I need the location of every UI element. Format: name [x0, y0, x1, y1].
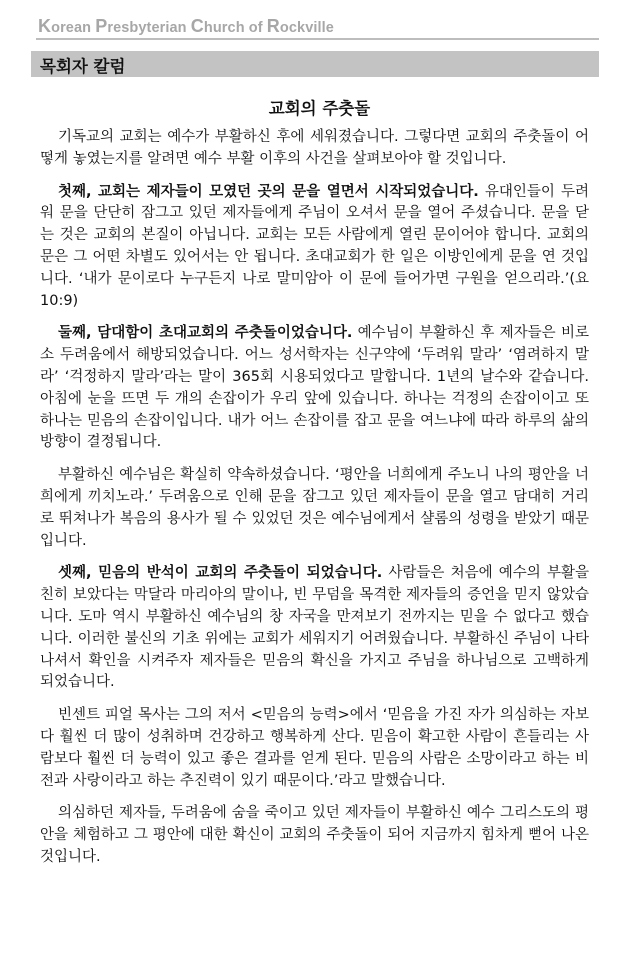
- paragraph: [40, 323, 589, 454]
- paragraph-text: 유대인들이 두려워 문을 단단히 잠그고 있던 제자들에게 주님이 오셔서 문을 열어 주셨습니다. 문을 닫는 것은 교회의 본질이 아닙니다. 교회는 모든 사람에게 열린 문이어야 합니다. 교회의 문은 그 어떤 차별도 있어서는 안 됩니다. 초대교회가 한 일은 이방인에게 문을 연 것입니다. ‘내가 문이로다 누구든지 나로 말미암아 이 문에 들어가면 구원을 얻으리라.’(요10:9): [40, 183, 589, 309]
- paragraph-text: 빈센트 피얼 목사는 그의 저서 <믿음의 능력>에서 ‘믿음을 가진 자가 의심하는 자보다 훨씬 더 많이 성취하며 건강하고 행복하게 산다. 믿음이 확고한 사람이 흔들리는 사람보다 훨씬 더 능력이 있고 좋은 결과를 얻게 된다. 믿음의 사람은 소망이라고 하는 비전과 사랑이라고 하는 추진력이 있기 때문이다.’라고 말했습니다.: [40, 707, 589, 789]
- paragraph-text: 사람들은 처음에 예수의 부활을 친히 보았다는 막달라 마리아의 말이나, 빈 무덤을 목격한 제자들의 증언을 믿지 않았습니다. 도마 역시 부활하신 예수님의 창 자국을 만져보기 전까지는 믿을 수 없다고 했습니다. 이러한 불신의 기초 위에는 교회가 세워지기 어려웠습니다. 부활하신 주님이 나타나셔서 확인을 시켜주자 제자들은 믿음의 확신을 가지고 주님을 하나님으로 고백하게 되었습니다.: [40, 565, 589, 691]
- column-body: [40, 127, 589, 880]
- masthead: [38, 16, 598, 37]
- masthead-word: Presbyterian: [95, 16, 191, 36]
- paragraph-text: 기독교의 교회는 예수가 부활하신 후에 세워졌습니다. 그렇다면 교회의 주춧돌이 어떻게 놓였는지를 알려면 예수 부활 이후의 사건을 살펴보아야 할 것입니다.: [40, 129, 589, 167]
- masthead-word: Church of: [190, 16, 267, 36]
- section-heading: 목회자 칼럼: [31, 51, 599, 77]
- paragraph: [40, 803, 589, 868]
- paragraph: [40, 465, 589, 552]
- paragraph-lead: 셋째, 믿음의 반석이 교회의 주춧돌이 되었습니다.: [58, 565, 383, 582]
- masthead-word: Korean: [38, 16, 96, 36]
- paragraph: [40, 563, 589, 694]
- paragraph: [40, 705, 589, 792]
- masthead-word: Rockville: [266, 16, 334, 36]
- paragraph: [40, 182, 589, 313]
- paragraph-text: 의심하던 제자들, 두려움에 숨을 죽이고 있던 제자들이 부활하신 예수 그리스도의 평안을 체험하고 그 평안에 대한 확신이 교회의 주춧돌이 되어 지금까지 힘차게 뻗어 나온 것입니다.: [40, 805, 589, 865]
- column-title: 교회의 주춧돌: [268, 99, 371, 118]
- paragraph-text: 예수님이 부활하신 후 제자들은 비로소 두려움에서 해방되었습니다. 어느 성서학자는 신구약에 ‘두려워 말라’ ‘염려하지 말라’ ‘걱정하지 말라’라는 말이 365회 시용되었다고 말합니다. 1년의 날수와 같습니다. 아침에 눈을 뜨면 두 개의 손잡이가 우리 앞에 있습니다. 하나는 걱정의 손잡이이고 또 하나는 믿음의 손잡이입니다. 내가 어느 손잡이를 잡고 문을 여느냐에 따라 하루의 삶의 방향이 결정됩니다.: [40, 325, 589, 451]
- paragraph-lead: 둘째, 담대함이 초대교회의 주춧돌이었습니다.: [58, 325, 353, 342]
- paragraph-text: 부활하신 예수님은 확실히 약속하셨습니다. ‘평안을 너희에게 주노니 나의 평안을 너희에게 끼치노라.’ 두려움으로 인해 문을 잠그고 있던 제자들이 문을 열고 담대히 거리로 뛰쳐나가 복음의 용사가 될 수 있었던 것은 예수님에게서 샬롬의 성령을 받았기 때문입니다.: [40, 467, 589, 549]
- paragraph: [40, 127, 589, 171]
- masthead-divider: [36, 38, 599, 40]
- paragraph-lead: 첫째, 교회는 제자들이 모였던 곳의 문을 열면서 시작되었습니다.: [58, 183, 479, 200]
